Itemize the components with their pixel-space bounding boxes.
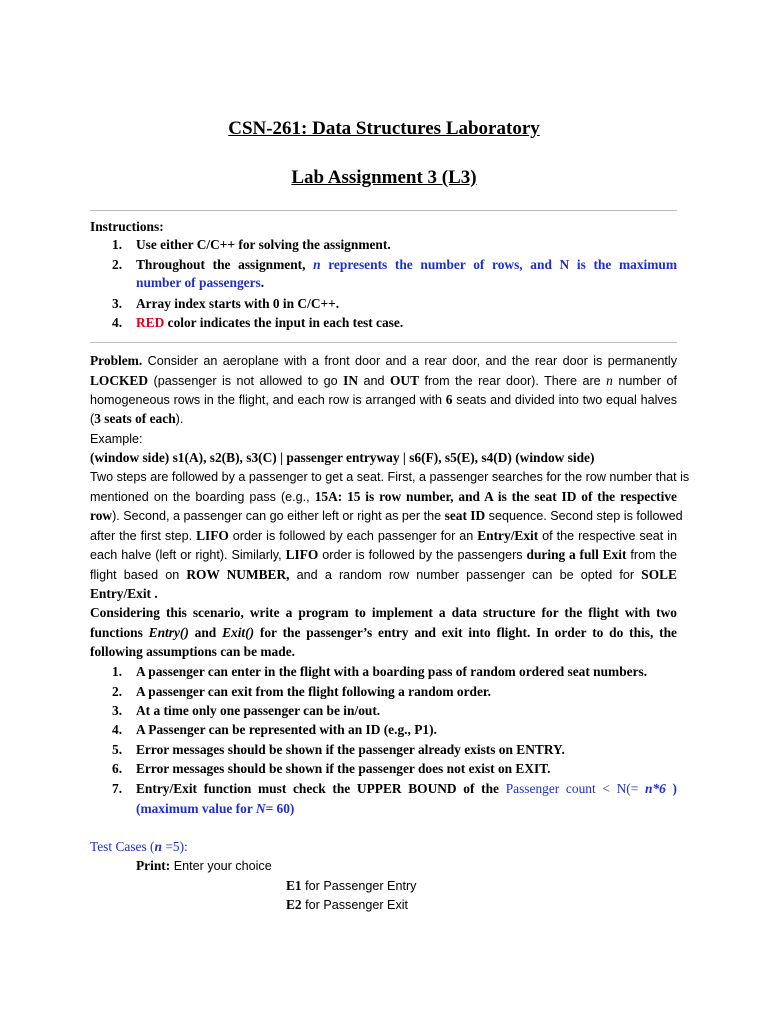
instruction-item: Use either C/C++ for solving the assignment. <box>136 237 391 252</box>
example-label: Example: <box>90 432 143 446</box>
assumption-item-continued: (maximum value for N= 60) <box>136 801 295 816</box>
problem-line: flight based on ROW NUMBER, and a random row number passenger can be opted for SOLE <box>90 567 677 582</box>
instruction-number: 2. <box>112 257 123 272</box>
instruction-item: Throughout the assignment, n represents the number of rows, and N is the maximum <box>136 257 677 272</box>
instruction-number: 1. <box>112 237 123 252</box>
problem-line: Problem. Consider an aeroplane with a front door and a rear door, and the rear door is permanently <box>90 353 677 368</box>
instruction-item: Array index starts with 0 in C/C++. <box>136 296 340 311</box>
assumption-item: Error messages should be shown if the passenger already exists on ENTRY. <box>136 742 565 757</box>
assumption-number: 6. <box>112 761 123 776</box>
problem-line: functions Entry() and Exit() for the passenger’s entry and exit into flight. In order to do this, the <box>90 625 677 640</box>
instruction-number: 4. <box>112 315 123 330</box>
assumption-number: 5. <box>112 742 123 757</box>
problem-line: each halve (left or right). Similarly, LIFO order is followed by the passengers during a full Exit from the <box>90 547 678 562</box>
menu-option-entry: E1 for Passenger Entry <box>286 878 417 893</box>
assumption-number: 7. <box>112 781 123 796</box>
problem-line: mentioned on the boarding pass (e.g., 15A: 15 is row number, and A is the seat ID of the respective <box>90 489 677 504</box>
problem-line: Considering this scenario, write a program to implement a data structure for the flight with two <box>90 605 677 620</box>
print-prompt: Print: Enter your choice <box>136 858 272 873</box>
test-cases-heading: Test Cases (n =5): <box>90 839 188 854</box>
course-title: CSN-261: Data Structures Laboratory <box>228 118 540 139</box>
assumption-item: A passenger can enter in the flight with a boarding pass of random ordered seat numbers. <box>136 664 648 679</box>
assumption-item: Error messages should be shown if the passenger does not exist on EXIT. <box>136 761 551 776</box>
problem-line: (3 seats of each). <box>90 411 184 426</box>
middle-divider <box>90 342 677 343</box>
assumption-number: 4. <box>112 722 123 737</box>
example-seat-layout: (window side) s1(A), s2(B), s3(C) | passenger entryway | s6(F), s5(E), s4(D) (window side) <box>90 450 595 465</box>
menu-option-exit: E2 for Passenger Exit <box>286 897 409 912</box>
assumption-item: A passenger can exit from the flight following a random order. <box>136 684 491 699</box>
instruction-item-continued: number of passengers. <box>136 275 265 290</box>
problem-line: after the first step. LIFO order is followed by each passenger for an Entry/Exit of the respective seat in <box>90 528 677 543</box>
instruction-number: 3. <box>112 296 123 311</box>
assumption-number: 2. <box>112 684 123 699</box>
problem-line: row). Second, a passenger can go either left or right as per the seat ID sequence. Second step is followed <box>90 508 683 523</box>
problem-line: homogeneous rows in the flight, and each row is arranged with 6 seats and divided into two equal halves <box>90 392 677 407</box>
assumption-number: 1. <box>112 664 123 679</box>
assumption-item: Entry/Exit function must check the UPPER BOUND of the Passenger count < N(= n*6 ) <box>136 781 677 796</box>
problem-line: LOCKED (passenger is not allowed to go IN and OUT from the rear door). There are n number of <box>90 373 677 388</box>
assumption-item: A Passenger can be represented with an ID (e.g., P1). <box>136 722 437 737</box>
top-divider <box>90 210 677 211</box>
problem-line: following assumptions can be made. <box>90 644 295 659</box>
assumption-number: 3. <box>112 703 123 718</box>
assumption-item: At a time only one passenger can be in/out. <box>136 703 381 718</box>
instructions-heading: Instructions: <box>90 219 164 234</box>
problem-line: Entry/Exit . <box>90 586 158 601</box>
problem-line: Two steps are followed by a passenger to get a seat. First, a passenger searches for the row number that is <box>90 470 690 484</box>
instruction-item: RED color indicates the input in each test case. <box>136 315 404 330</box>
assignment-title: Lab Assignment 3 (L3) <box>291 167 477 188</box>
